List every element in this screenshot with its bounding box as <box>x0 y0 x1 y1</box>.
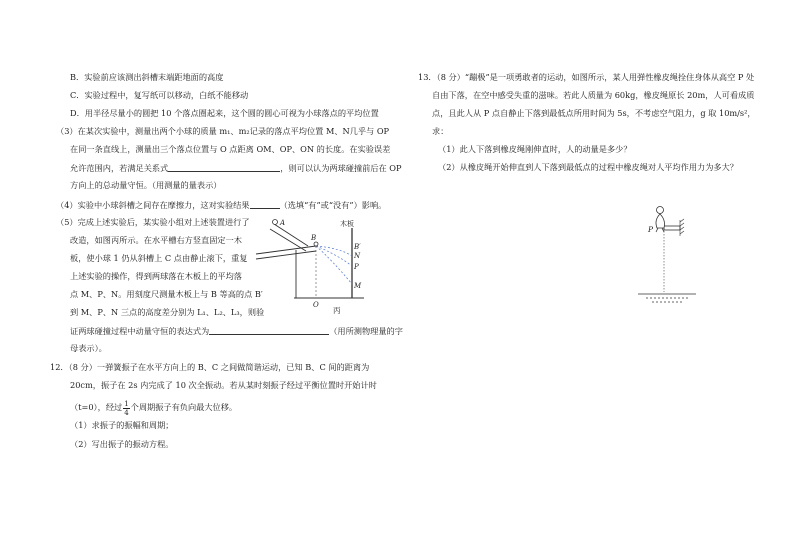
q5-line-2: 改造，如图丙所示。在水平槽右方竖直固定一木 <box>70 235 242 245</box>
q5-line-7-end: （用所测物理量的字 <box>329 326 403 336</box>
q13-line-3: 点，且此人从 P 点自静止下落到最低点所用时间为 5s，不考虑空气阻力，g 取 10m/s²， <box>432 108 756 118</box>
label-n: N <box>354 252 361 260</box>
label-p: P <box>354 263 359 271</box>
q12-line-2: 20cm，振子在 2s 内完成了 10 次全振动。若从某时刻振子经过平衡位置时开始计时 <box>70 380 377 390</box>
q3-line-2: 在同一条直线上，测量出三个落点位置与 O 点距离 OM、OP、ON 的长度。在实验误差 <box>70 144 391 154</box>
q12-line-1: 12．（8 分）一弹簧振子在水平方向上的 B、C 之间做简谐运动，已知 B、C 间的距离为 <box>50 362 370 372</box>
label-o: O <box>313 301 319 309</box>
trajectory-p <box>316 246 352 266</box>
ball-1 <box>273 220 278 225</box>
label-b: B <box>311 234 317 242</box>
q13-sub-1: （1）此人下落到橡皮绳刚伸直时，人的动量是多少？ <box>438 144 632 154</box>
q13-line-2: 自由下落，在空中感受失重的滋味。若此人质量为 60kg，橡皮绳原长 20m，人可看成质 <box>432 90 755 100</box>
q5-line-5: 点 M、P、N。用刻度尺测量木板上与 B 等高的点 B′ <box>70 289 263 299</box>
q12-line-3-end: 个周期振子有负向最大位移。 <box>130 402 238 412</box>
q5-answer-blank[interactable] <box>209 325 329 335</box>
horizontal-track-bottom <box>256 251 316 259</box>
label-p-bungee: P <box>648 225 654 234</box>
person-body <box>656 214 665 228</box>
option-c: C．实验过程中，复写纸可以移动，白纸不能移动 <box>70 90 249 100</box>
q4-end: （选填“有”或“没有”）影响。 <box>279 200 387 210</box>
q5-line-7 <box>70 325 403 337</box>
horizontal-track-top <box>256 246 316 254</box>
jump-platform <box>664 226 680 230</box>
label-board: 木板 <box>340 220 354 228</box>
label-m: M <box>354 282 362 290</box>
q13-line-1: 13．（8 分）“蹦极”是一项勇敢者的运动，如图所示，某人用弹性橡皮绳拴住身体从高空 P 处 <box>418 72 755 82</box>
q5-line-4: 上述实验的操作，得到两球落在木板上的平均落 <box>70 271 242 281</box>
q13-line-4: 求： <box>432 126 449 136</box>
q3-line-3-start: 允许范围内，若满足关系式 <box>70 163 169 173</box>
person-head <box>657 207 664 214</box>
q5-line-7-start: 证两球碰撞过程中动量守恒的表达式为 <box>70 326 210 336</box>
q12-line-3-start: （t=0），经过 <box>70 402 123 412</box>
q3-line-1: （3）在某次实验中，测量出两个小球的质量 m₁、m₂记录的落点平均位置 M、N几乎与 OP <box>56 126 390 136</box>
q4-answer-blank[interactable] <box>250 199 280 209</box>
q3-line-3-end: ，则可以认为两球碰撞前后在 OP <box>280 163 402 173</box>
figure-caption: 丙 <box>333 306 341 315</box>
quarter-fraction <box>123 400 129 417</box>
label-b-prime: B′ <box>354 243 361 251</box>
trajectory-n <box>316 246 352 256</box>
figure-bing-apparatus <box>248 218 372 320</box>
q5-line-1: （5）完成上述实验后，某实验小组对上述装置进行了 <box>56 217 250 227</box>
option-b: B．实验前应该测出斜槽末端距地面的高度 <box>70 72 224 82</box>
q5-line-3: 板，使小球 1 仍从斜槽上 C 点由静止滚下，重复 <box>70 253 248 263</box>
q5-line-8: 母表示）。 <box>70 343 107 353</box>
label-a: A <box>280 219 286 227</box>
option-d: D．用半径尽量小的圆把 10 个落点圈起来，这个圆的圆心可视为小球落点的平均位置 <box>70 108 379 118</box>
fraction-denominator: 4 <box>124 409 129 417</box>
q12-sub-2: （2）写出振子的振动方程。 <box>70 439 174 449</box>
q4-start: （4）实验中小球斜槽之间存在摩擦力，这对实验结果 <box>56 200 250 210</box>
q3-line-4: 方向上的总动量守恒。（用测量的量表示） <box>70 180 222 190</box>
q13-sub-2: （2）从橡皮绳开始伸直到人下落到最低点的过程中橡皮绳对人平均作用力为多大？ <box>438 162 738 172</box>
q4-line <box>56 199 386 211</box>
bungee-figure <box>628 202 708 310</box>
ball-2 <box>314 242 318 246</box>
q12-line-3 <box>70 400 237 417</box>
q5-line-6: 到 M、P、N 三点的高度差分别为 L₁、L₂、L₃，则验 <box>70 307 265 317</box>
trajectory-m <box>316 246 352 284</box>
q12-sub-1: （1）求振子的振幅和周期； <box>70 420 174 430</box>
q3-answer-blank[interactable] <box>168 162 280 172</box>
q3-line-3 <box>70 162 402 174</box>
fraction-numerator: 1 <box>124 400 129 408</box>
person-legs <box>656 228 664 232</box>
